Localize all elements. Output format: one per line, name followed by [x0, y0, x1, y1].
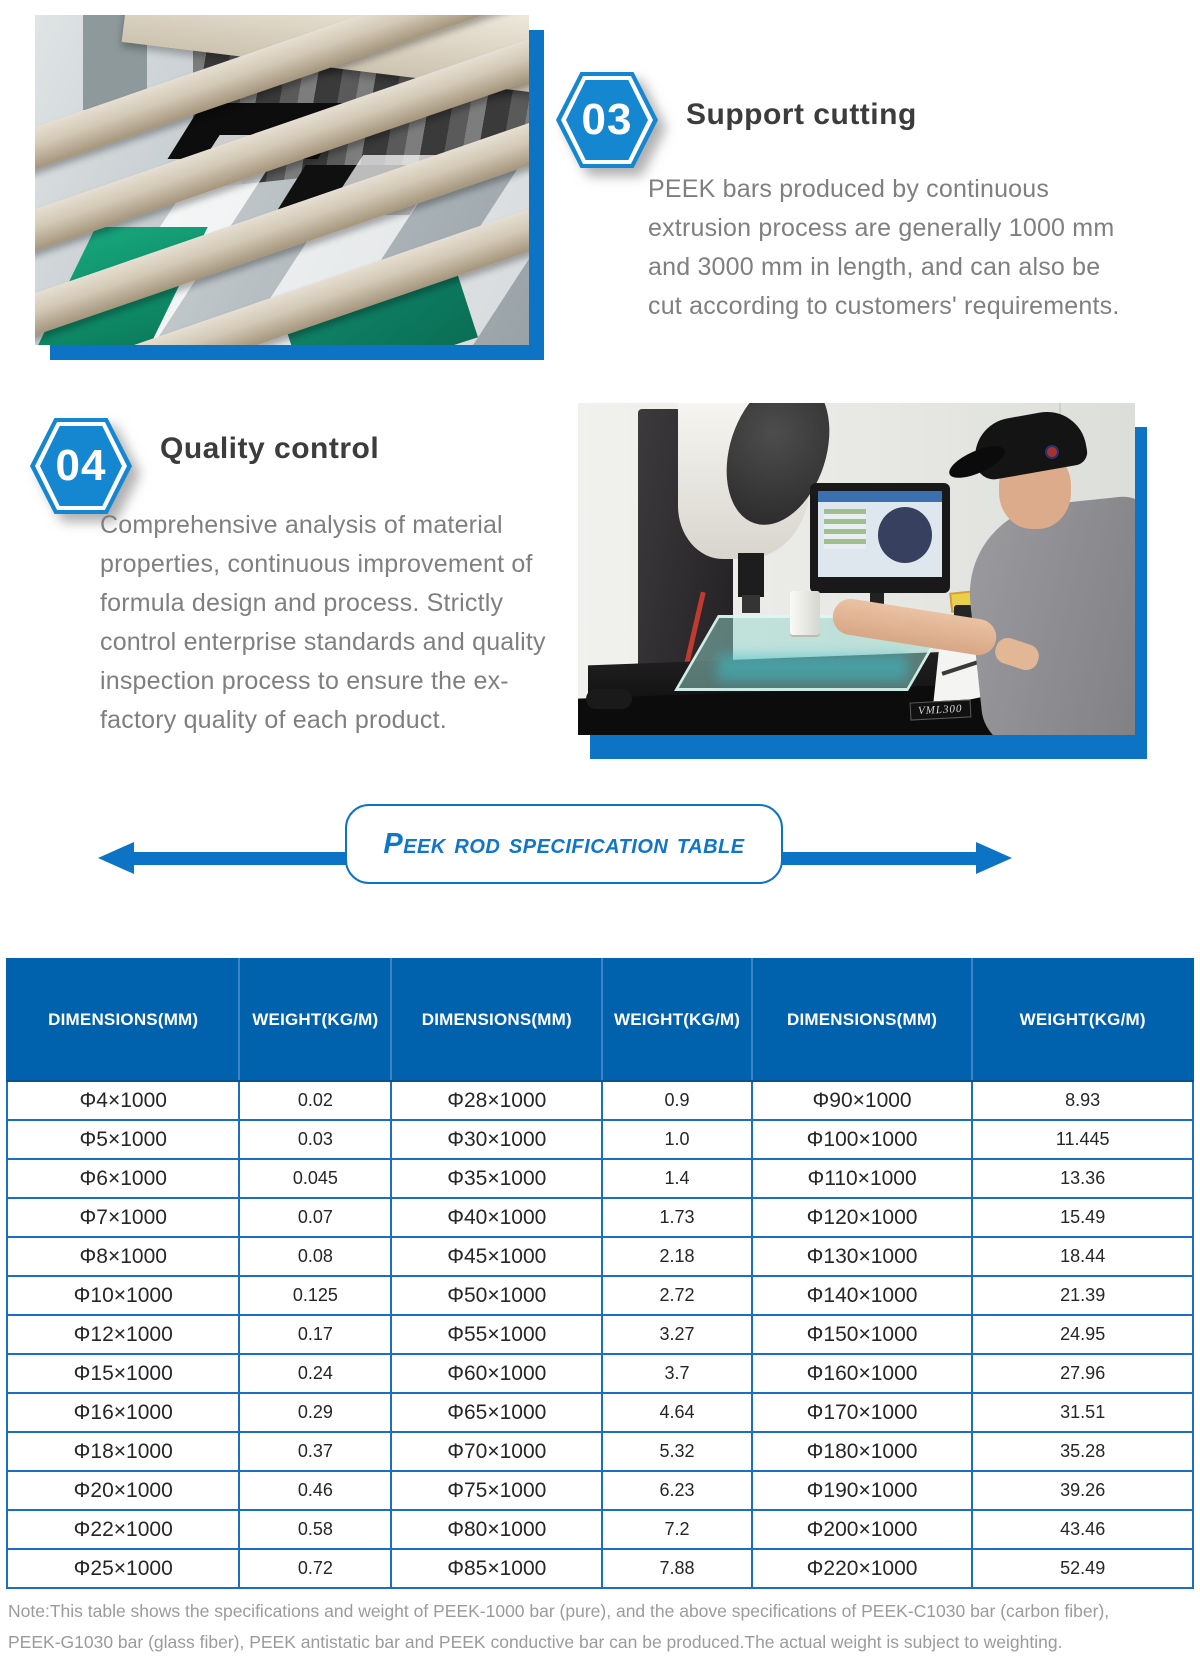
weight-cell: 4.64: [602, 1393, 751, 1432]
weight-cell: 0.125: [239, 1276, 391, 1315]
dimension-cell: Φ140×1000: [752, 1276, 973, 1315]
spec-table: [6, 958, 1194, 1589]
weight-cell: 52.49: [972, 1549, 1193, 1588]
dimension-cell: Φ200×1000: [752, 1510, 973, 1549]
dimension-cell: Φ35×1000: [391, 1159, 602, 1198]
weight-cell: 0.02: [239, 1081, 391, 1120]
table-row: [7, 1354, 1193, 1393]
weight-cell: 27.96: [972, 1354, 1193, 1393]
table-row: [7, 1471, 1193, 1510]
weight-cell: 7.2: [602, 1510, 751, 1549]
dimension-cell: Φ120×1000: [752, 1198, 973, 1237]
dimension-cell: Φ18×1000: [7, 1432, 239, 1471]
weight-cell: 11.445: [972, 1120, 1193, 1159]
dimension-cell: Φ40×1000: [391, 1198, 602, 1237]
table-row: [7, 1198, 1193, 1237]
cap-logo: [1045, 445, 1059, 459]
weight-cell: 21.39: [972, 1276, 1193, 1315]
sample-part: [790, 591, 820, 635]
column-header: DIMENSIONS(MM): [752, 959, 973, 1081]
dimension-cell: Φ85×1000: [391, 1549, 602, 1588]
screen-titlebar: [818, 491, 942, 502]
screen-readout: [824, 509, 866, 549]
table-row: [7, 1510, 1193, 1549]
step-badge-03: [556, 72, 658, 168]
table-row: [7, 1237, 1193, 1276]
dimension-cell: Φ100×1000: [752, 1120, 973, 1159]
support-cutting-description: PEEK bars produced by continuous extrusion process are generally 1000 mm and 3000 mm in length, and can also be cut according to customers' requirements.: [648, 175, 1120, 320]
weight-cell: 1.73: [602, 1198, 751, 1237]
section-title-quality-control: Quality control: [160, 432, 380, 465]
note-line-2: PEEK-G1030 bar (glass fiber), PEEK antistatic bar and PEEK conductive bar can be produced.The actual weight is subject to weighting.: [8, 1632, 1063, 1652]
dimension-cell: Φ4×1000: [7, 1081, 239, 1120]
dimension-cell: Φ28×1000: [391, 1081, 602, 1120]
weight-cell: 2.18: [602, 1237, 751, 1276]
dimension-cell: Φ10×1000: [7, 1276, 239, 1315]
weight-cell: 0.72: [239, 1549, 391, 1588]
weight-cell: 0.07: [239, 1198, 391, 1237]
weight-cell: 31.51: [972, 1393, 1193, 1432]
dimension-cell: Φ60×1000: [391, 1354, 602, 1393]
table-row: [7, 1432, 1193, 1471]
weight-cell: 18.44: [972, 1237, 1193, 1276]
table-row: [7, 1549, 1193, 1588]
table-row: [7, 1315, 1193, 1354]
dimension-cell: Φ110×1000: [752, 1159, 973, 1198]
table-header-row: [7, 959, 1193, 1081]
weight-cell: 7.88: [602, 1549, 751, 1588]
step-badge-04: [30, 418, 132, 514]
weight-cell: 3.7: [602, 1354, 751, 1393]
screen-measured-circle: [878, 507, 932, 563]
weight-cell: 13.36: [972, 1159, 1193, 1198]
quality-control-photo: [578, 403, 1135, 735]
column-header: WEIGHT(KG/M): [239, 959, 391, 1081]
dimension-cell: Φ80×1000: [391, 1510, 602, 1549]
dimension-cell: Φ50×1000: [391, 1276, 602, 1315]
camera-lens: [738, 553, 764, 597]
dimension-cell: Φ170×1000: [752, 1393, 973, 1432]
table-row: [7, 1120, 1193, 1159]
weight-cell: 0.9: [602, 1081, 751, 1120]
dimension-cell: Φ55×1000: [391, 1315, 602, 1354]
weight-cell: 0.08: [239, 1237, 391, 1276]
dimension-cell: Φ160×1000: [752, 1354, 973, 1393]
quality-control-description: Comprehensive analysis of material properties, continuous improvement of formula design and process. Strictly control enterprise standards and quality inspection process to ensure the ex-factory quality of each product.: [100, 511, 546, 734]
dimension-cell: Φ190×1000: [752, 1471, 973, 1510]
step-number: 04: [55, 441, 107, 490]
dimension-cell: Φ16×1000: [7, 1393, 239, 1432]
weight-cell: 5.32: [602, 1432, 751, 1471]
table-row: [7, 1276, 1193, 1315]
dimension-cell: Φ22×1000: [7, 1510, 239, 1549]
note-line-1: Note:This table shows the specifications and weight of PEEK-1000 bar (pure), and the above specifications of PEEK-C1030 bar (carbon fiber),: [8, 1601, 1110, 1621]
machine-model-label: VML300: [910, 699, 971, 720]
weight-cell: 0.03: [239, 1120, 391, 1159]
dimension-cell: Φ75×1000: [391, 1471, 602, 1510]
dimension-cell: Φ7×1000: [7, 1198, 239, 1237]
arrow-left-head: [98, 842, 134, 874]
dimension-cell: Φ150×1000: [752, 1315, 973, 1354]
table-note: [8, 1596, 1194, 1658]
arrow-right-head: [976, 842, 1012, 874]
dimension-cell: Φ15×1000: [7, 1354, 239, 1393]
column-header: WEIGHT(KG/M): [972, 959, 1193, 1081]
dimension-cell: Φ30×1000: [391, 1120, 602, 1159]
weight-cell: 1.0: [602, 1120, 751, 1159]
section-title-support-cutting: Support cutting: [686, 98, 917, 131]
weight-cell: 0.17: [239, 1315, 391, 1354]
weight-cell: 24.95: [972, 1315, 1193, 1354]
weight-cell: 0.46: [239, 1471, 391, 1510]
weight-cell: 1.4: [602, 1159, 751, 1198]
dimension-cell: Φ5×1000: [7, 1120, 239, 1159]
weight-cell: 0.29: [239, 1393, 391, 1432]
base-handle: [586, 689, 632, 709]
dimension-cell: Φ20×1000: [7, 1471, 239, 1510]
dimension-cell: Φ12×1000: [7, 1315, 239, 1354]
weight-cell: 43.46: [972, 1510, 1193, 1549]
weight-cell: 0.58: [239, 1510, 391, 1549]
cutting-machine-image: [35, 15, 529, 345]
weight-cell: 0.37: [239, 1432, 391, 1471]
dimension-cell: Φ220×1000: [752, 1549, 973, 1588]
weight-cell: 39.26: [972, 1471, 1193, 1510]
weight-cell: 35.28: [972, 1432, 1193, 1471]
dimension-cell: Φ65×1000: [391, 1393, 602, 1432]
dimension-cell: Φ70×1000: [391, 1432, 602, 1471]
table-row: [7, 1081, 1193, 1120]
support-cutting-photo: [35, 15, 529, 345]
stage-backlight: [718, 655, 908, 681]
banner-label: Peek rod specification table: [383, 827, 745, 860]
weight-cell: 0.045: [239, 1159, 391, 1198]
dimension-cell: Φ45×1000: [391, 1237, 602, 1276]
dimension-cell: Φ25×1000: [7, 1549, 239, 1588]
dimension-cell: Φ8×1000: [7, 1237, 239, 1276]
weight-cell: 2.72: [602, 1276, 751, 1315]
weight-cell: 6.23: [602, 1471, 751, 1510]
inspection-machine-image: [578, 403, 1135, 735]
weight-cell: 15.49: [972, 1198, 1193, 1237]
weight-cell: 0.24: [239, 1354, 391, 1393]
dimension-cell: Φ180×1000: [752, 1432, 973, 1471]
dimension-cell: Φ6×1000: [7, 1159, 239, 1198]
column-header: WEIGHT(KG/M): [602, 959, 751, 1081]
column-header: DIMENSIONS(MM): [7, 959, 239, 1081]
weight-cell: 3.27: [602, 1315, 751, 1354]
dimension-cell: Φ90×1000: [752, 1081, 973, 1120]
spec-table-banner: [345, 804, 783, 884]
dimension-cell: Φ130×1000: [752, 1237, 973, 1276]
column-header: DIMENSIONS(MM): [391, 959, 602, 1081]
table-row: [7, 1159, 1193, 1198]
weight-cell: 8.93: [972, 1081, 1193, 1120]
lens-tip: [742, 595, 760, 613]
step-number: 03: [581, 95, 633, 144]
table-row: [7, 1393, 1193, 1432]
